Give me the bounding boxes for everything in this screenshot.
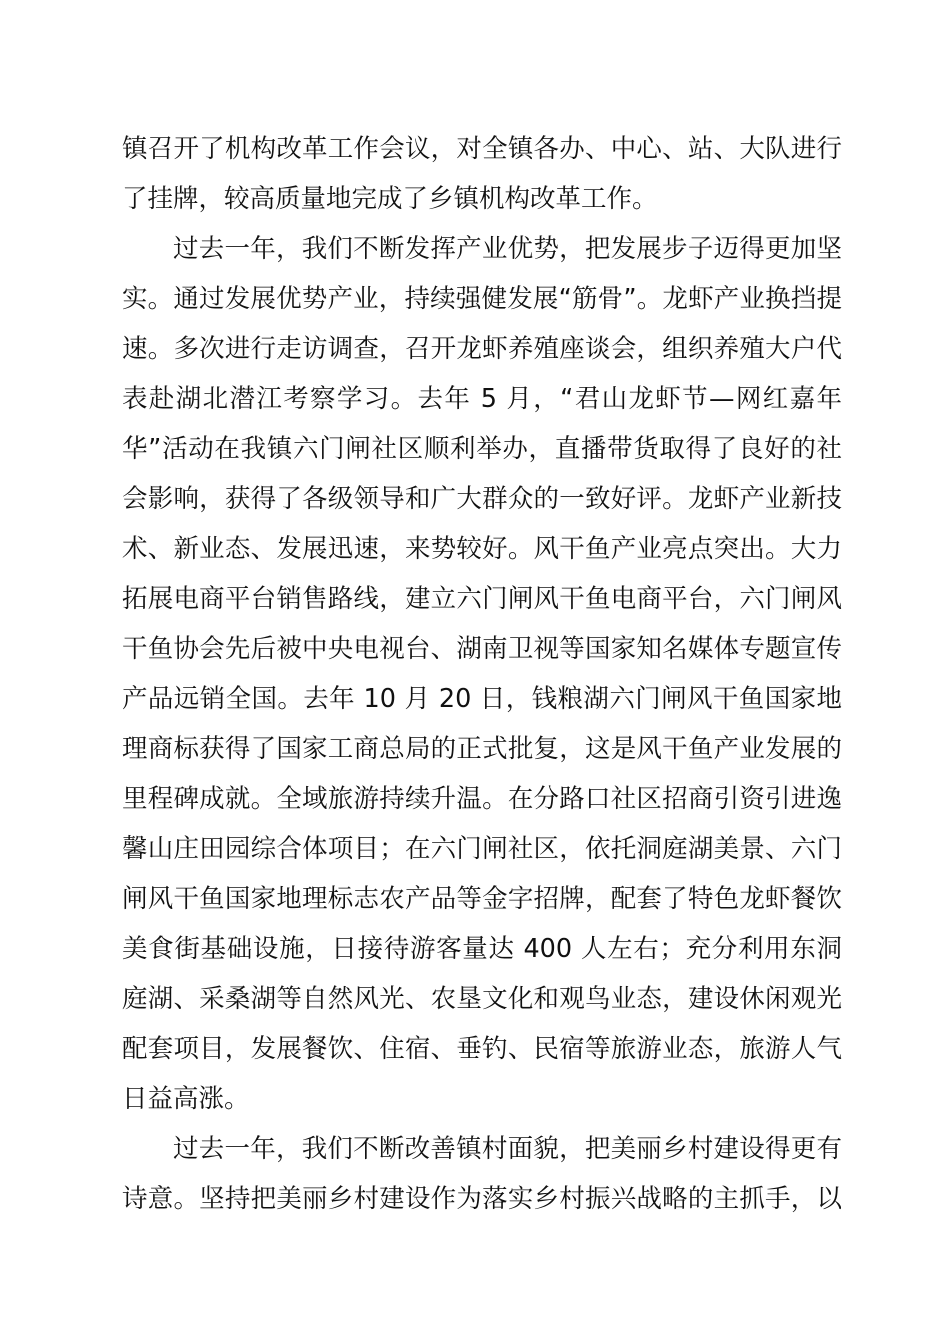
text-line: 术、新业态、发展迅速，来势较好。风干鱼产业亮点突出。大力 bbox=[122, 534, 842, 564]
text-line: 庭湖、采桑湖等自然风光、农垦文化和观鸟业态，建设休闲观光 bbox=[122, 984, 842, 1014]
text-line: 配套项目，发展餐饮、住宿、垂钓、民宿等旅游业态，旅游人气 bbox=[122, 1034, 842, 1064]
text-line: 镇召开了机构改革工作会议，对全镇各办、中心、站、大队进行 bbox=[122, 134, 842, 164]
paragraph-start-line: 过去一年，我们不断发挥产业优势，把发展步子迈得更加坚 bbox=[173, 234, 842, 264]
text-line: 华”活动在我镇六门闸社区顺利举办，直播带货取得了良好的社 bbox=[122, 434, 842, 464]
text-line: 表赴湖北潜江考察学习。去年 5 月，“君山龙虾节—网红嘉年 bbox=[122, 384, 842, 414]
text-line: 速。多次进行走访调查，召开龙虾养殖座谈会，组织养殖大户代 bbox=[122, 334, 842, 364]
text-line: 闸风干鱼国家地理标志农产品等金字招牌，配套了特色龙虾餐饮 bbox=[122, 884, 842, 914]
text-line: 会影响，获得了各级领导和广大群众的一致好评。龙虾产业新技 bbox=[122, 484, 842, 514]
paragraph-start-line: 过去一年，我们不断改善镇村面貌，把美丽乡村建设得更有 bbox=[173, 1134, 842, 1164]
text-line: 诗意。坚持把美丽乡村建设作为落实乡村振兴战略的主抓手，以 bbox=[122, 1184, 842, 1214]
text-line: 拓展电商平台销售路线，建立六门闸风干鱼电商平台，六门闸风 bbox=[122, 584, 842, 614]
text-line: 理商标获得了国家工商总局的正式批复，这是风干鱼产业发展的 bbox=[122, 734, 842, 764]
text-line: 实。通过发展优势产业，持续强健发展“筋骨”。龙虾产业换挡提 bbox=[122, 284, 842, 314]
text-line: 产品远销全国。去年 10 月 20 日，钱粮湖六门闸风干鱼国家地 bbox=[122, 684, 842, 714]
text-line: 干鱼协会先后被中央电视台、湖南卫视等国家知名媒体专题宣传 bbox=[122, 634, 842, 664]
text-line: 馨山庄田园综合体项目；在六门闸社区，依托洞庭湖美景、六门 bbox=[122, 834, 842, 864]
text-line: 了挂牌，较高质量地完成了乡镇机构改革工作。 bbox=[122, 184, 658, 214]
text-line: 里程碑成就。全域旅游持续升温。在分路口社区招商引资引进逸 bbox=[122, 784, 842, 814]
text-line: 日益高涨。 bbox=[122, 1084, 250, 1114]
text-line: 美食街基础设施，日接待游客量达 400 人左右；充分利用东洞 bbox=[122, 934, 842, 964]
